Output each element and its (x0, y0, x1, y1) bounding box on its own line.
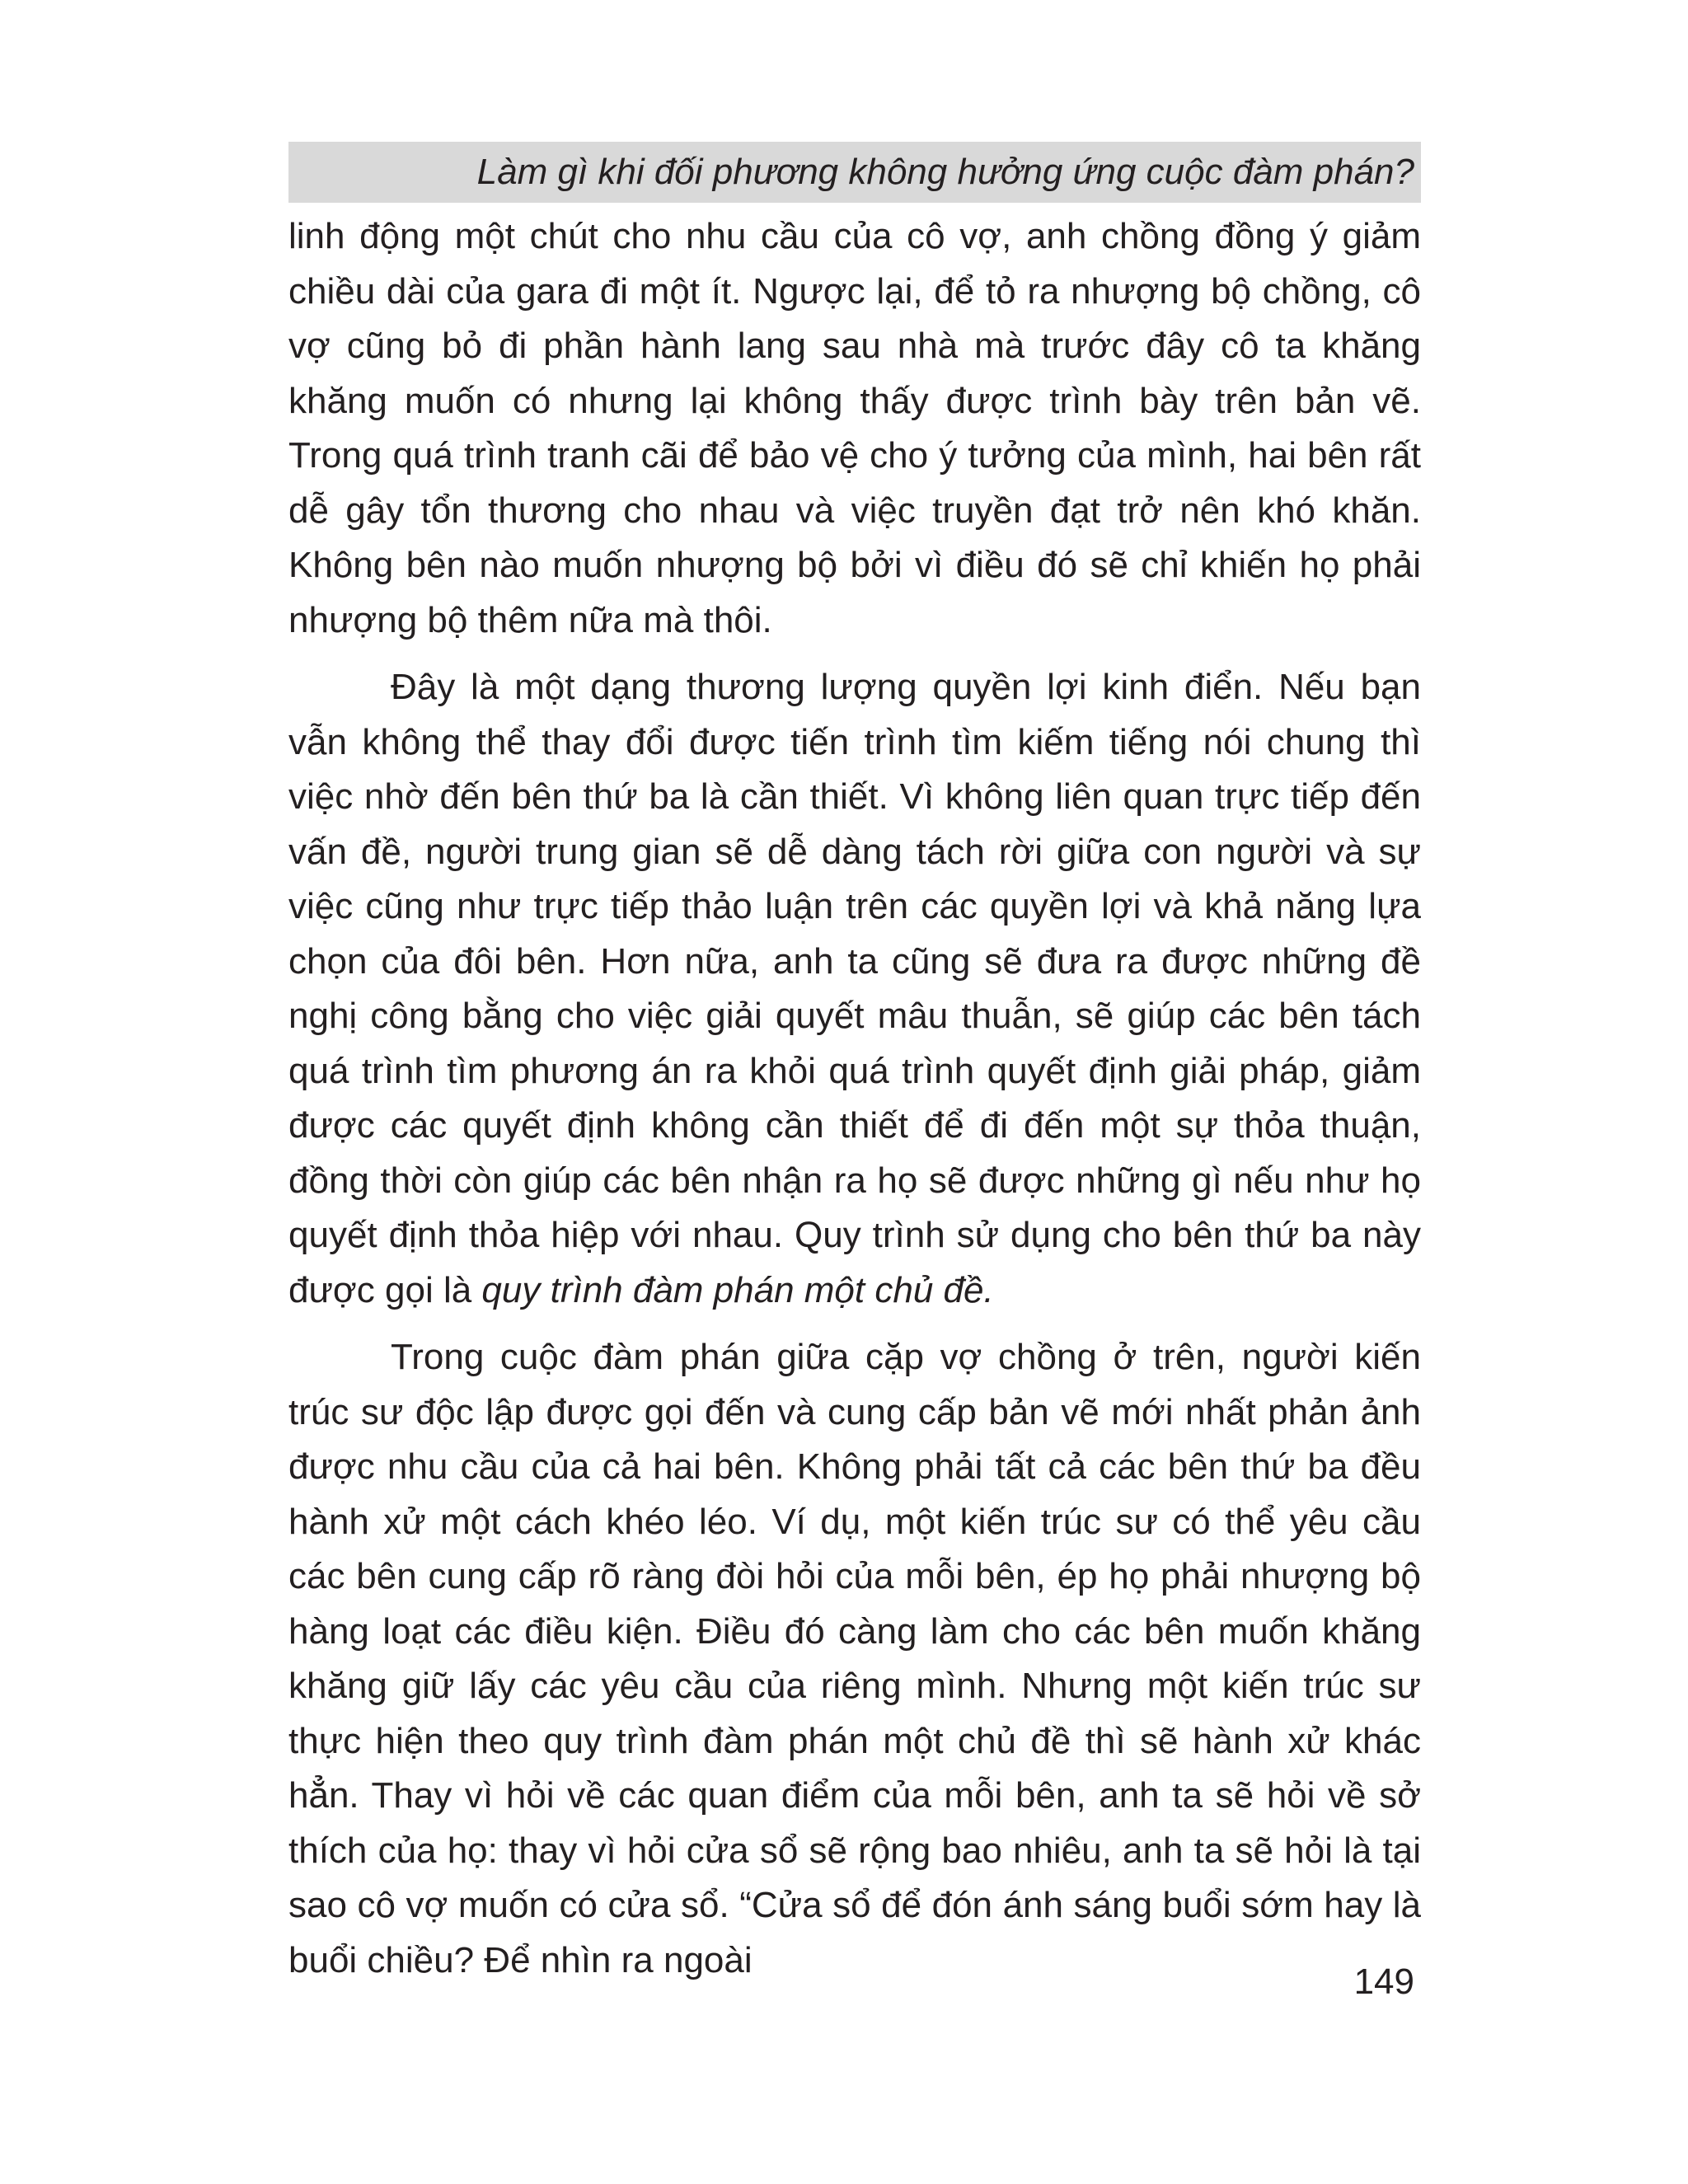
page-number: 149 (1353, 1961, 1414, 2002)
body-text (288, 209, 1421, 1988)
paragraph-3: Trong cuộc đàm phán giữa cặp vợ chồng ở trên, người kiến trúc sư độc lập được gọi đến và cung cấp bản vẽ mới nhất phản ảnh được nhu cầu của cả hai bên. Không phải tất cả các bên thứ ba đều hành xử một cách khéo léo. Ví dụ, một kiến trúc sư có thể yêu cầu các bên cung cấp rõ ràng đòi hỏi của mỗi bên, ép họ phải nhượng bộ hàng loạt các điều kiện. Điều đó càng làm cho các bên muốn khăng khăng giữ lấy các yêu cầu của riêng mình. Nhưng một kiến trúc sư thực hiện theo quy trình đàm phán một chủ đề thì sẽ hành xử khác hẳn. Thay vì hỏi về các quan điểm của mỗi bên, anh ta sẽ hỏi về sở thích của họ: thay vì hỏi cửa sổ sẽ rộng bao nhiêu, anh ta sẽ hỏi là tại sao cô vợ muốn có cửa sổ. “Cửa sổ để đón ánh sáng buổi sớm hay là buổi chiều? Để nhìn ra ngoài (288, 1337, 1421, 1980)
paragraph-2-text: Đây là một dạng thương lượng quyền lợi kinh điển. Nếu bạn vẫn không thể thay đổi được tiến trình tìm kiếm tiếng nói chung thì việc nhờ đến bên thứ ba là cần thiết. Vì không liên quan trực tiếp đến vấn đề, người trung gian sẽ dễ dàng tách rời giữa con người và sự việc cũng như trực tiếp thảo luận trên các quyền lợi và khả năng lựa chọn của đôi bên. Hơn nữa, anh ta cũng sẽ đưa ra được những đề nghị công bằng cho việc giải quyết mâu thuẫn, sẽ giúp các bên tách quá trình tìm phương án ra khỏi quá trình quyết định giải pháp, giảm được các quyết định không cần thiết để đi đến một sự thỏa thuận, đồng thời còn giúp các bên nhận ra họ sẽ được những gì nếu như họ quyết định thỏa hiệp với nhau. Quy trình sử dụng cho bên thứ ba này được gọi là (288, 667, 1421, 1310)
paragraph-1: linh động một chút cho nhu cầu của cô vợ, anh chồng đồng ý giảm chiều dài của gara đi một ít. Ngược lại, để tỏ ra nhượng bộ chồng, cô vợ cũng bỏ đi phần hành lang sau nhà mà trước đây cô ta khăng khăng muốn có nhưng lại không thấy được trình bày trên bản vẽ. Trong quá trình tranh cãi để bảo vệ cho ý tưởng của mình, hai bên rất dễ gây tổn thương cho nhau và việc truyền đạt trở nên khó khăn. Không bên nào muốn nhượng bộ bởi vì điều đó sẽ chỉ khiến họ phải nhượng bộ thêm nữa mà thôi. (288, 216, 1421, 640)
running-header-title: Làm gì khi đối phương không hưởng ứng cuộc đàm phán? (476, 152, 1414, 192)
running-header (288, 142, 1421, 203)
paragraph-2 (288, 660, 1421, 1318)
paragraph-2-emphasis: quy trình đàm phán một chủ đề. (481, 1269, 994, 1310)
